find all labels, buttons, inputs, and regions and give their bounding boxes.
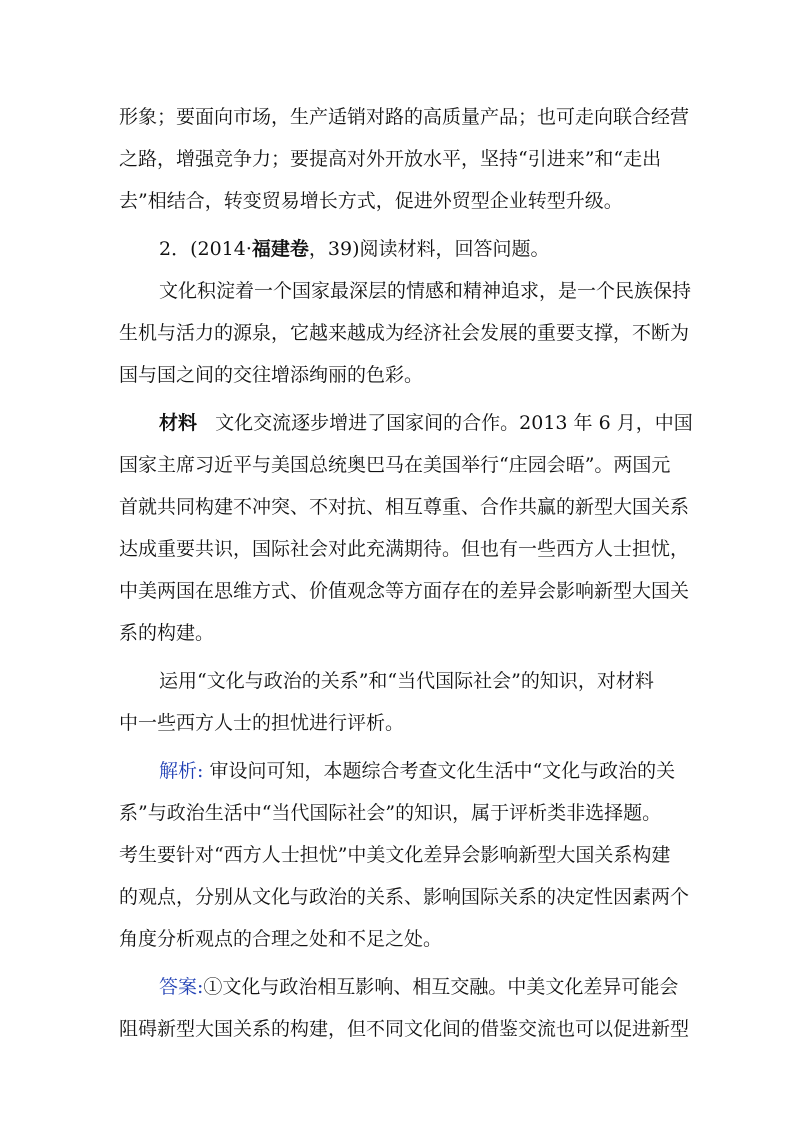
material-line-6: 系的构建。 (119, 622, 215, 644)
question-source-prefix: (2014· (190, 238, 252, 260)
analysis-paragraph (119, 750, 690, 960)
material-label: 材料 (159, 412, 198, 434)
document-page (119, 96, 693, 1050)
material-line-5: 中美两国在思维方式、价值观念等方面存在的差异会影响新型大国关 (119, 580, 690, 602)
intro-paragraph (119, 96, 690, 222)
analysis-line-1-text: 审设问可知，本题综合考查文化生活中“文化与政治的关 (209, 760, 676, 782)
analysis-line-1 (119, 750, 675, 792)
context-paragraph (119, 270, 692, 396)
context-line-3: 国与国之间的交往增添绚丽的色彩。 (119, 364, 424, 386)
intro-line-2: 之路，增强竞争力；要提高对外开放水平，坚持“引进来”和“走出 (119, 148, 662, 170)
question-source-suffix: ，39)阅读材料，回答问题。 (308, 238, 550, 260)
question-heading (119, 228, 675, 270)
intro-line-1: 形象；要面向市场，生产适销对路的高质量产品；也可走向联合经营 (119, 106, 690, 128)
answer-line-1 (119, 966, 679, 1008)
material-line-1-text: 文化交流逐步增进了国家间的合作。2013 年 6 月，中国 (215, 412, 693, 434)
analysis-line-2: 系”与政治生活中“当代国际社会”的知识，属于评析类非选择题。 (119, 802, 662, 824)
analysis-line-3: 考生要针对“西方人士担忧”中美文化差异会影响新型大国关系构建 (119, 844, 671, 866)
context-line-2: 生机与活力的源泉，它越来越成为经济社会发展的重要支撑，不断为 (119, 322, 690, 344)
intro-line-3: 去”相结合，转变贸易增长方式，促进外贸型企业转型升级。 (119, 190, 623, 212)
question-line (119, 228, 675, 270)
task-line-2: 中一些西方人士的担忧进行评析。 (119, 712, 405, 734)
material-line-2: 国家主席习近平与美国总统奥巴马在美国举行“庄园会晤”。两国元 (119, 454, 671, 476)
question-source-name: 福建卷 (251, 238, 309, 260)
analysis-line-4: 的观点，分别从文化与政治的关系、影响国际关系的决定性因素两个 (119, 886, 690, 908)
material-paragraph (119, 402, 693, 654)
material-line-4: 达成重要共识，国际社会对此充满期待。但也有一些西方人士担忧， (119, 538, 690, 560)
answer-paragraph (119, 966, 690, 1050)
context-line-1: 文化积淀着一个国家最深层的情感和精神追求，是一个民族保持 (159, 280, 692, 302)
question-number: 2． (159, 238, 191, 260)
answer-line-2: 阻碍新型大国关系的构建，但不同文化间的借鉴交流也可以促进新型 (119, 1018, 690, 1040)
analysis-line-5: 角度分析观点的合理之处和不足之处。 (119, 928, 443, 950)
answer-line-1-text: ①文化与政治相互影响、相互交融。中美文化差异可能会 (203, 976, 679, 998)
analysis-label: 解析: (159, 760, 204, 782)
task-paragraph (119, 660, 675, 744)
material-line-1 (119, 402, 693, 444)
task-line-1: 运用“文化与政治的关系”和“当代国际社会”的知识，对材料 (159, 670, 654, 692)
material-line-3: 首就共同构建不冲突、不对抗、相互尊重、合作共赢的新型大国关系 (119, 496, 690, 518)
answer-label: 答案: (159, 976, 204, 998)
